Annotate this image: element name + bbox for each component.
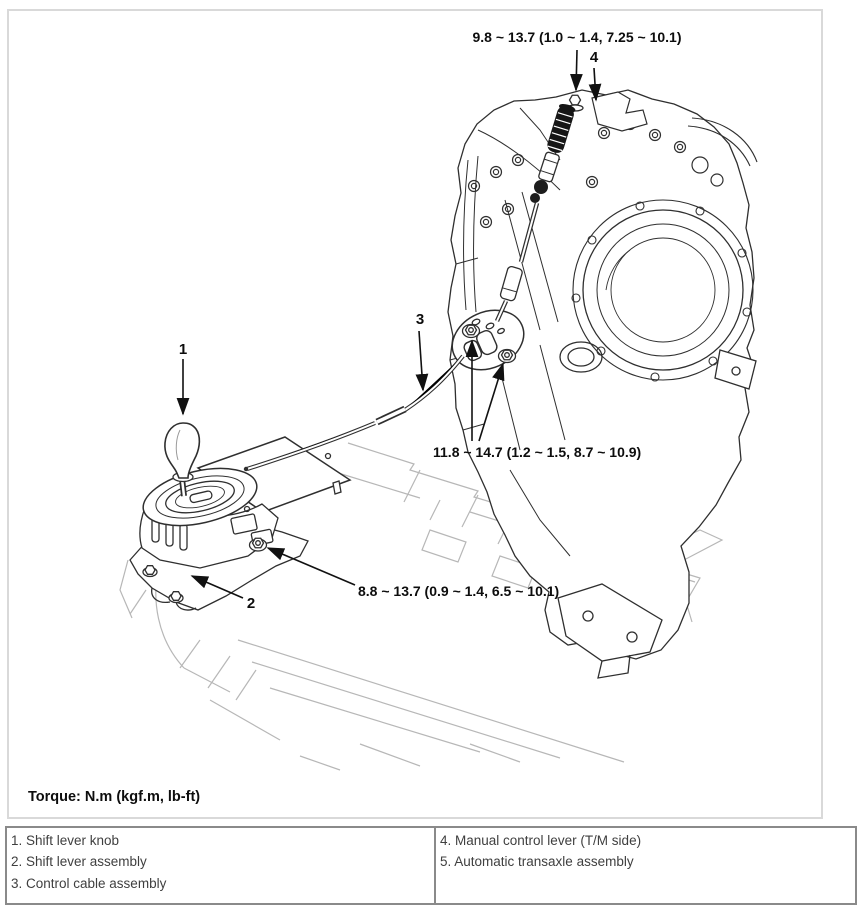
legend-item-4: 4. Manual control lever (T/M side) [440,833,642,848]
shift-lever-installation-diagram [9,11,821,817]
legend-item-2: 2. Shift lever assembly [11,854,147,870]
callout-2: 2 [246,595,256,612]
legend-item-3: 3. Control cable assembly [11,875,167,891]
shift-lever-assembly-drawing [130,423,350,610]
callout-4: 4 [589,49,599,66]
legend-item-1: 1. Shift lever knob [11,833,120,848]
torque-label-bottom: 8.8 ~ 13.7 (0.9 ~ 1.4, 6.5 ~ 10.1) [358,583,560,599]
diagram-frame [7,9,823,819]
bracket-bolt [463,325,480,338]
torque-label-middle: 11.8 ~ 14.7 (1.2 ~ 1.5, 8.7 ~ 10.9) [433,444,642,460]
legend-right-column [436,828,855,903]
mount-torque-bolt [250,538,267,551]
callout-3: 3 [415,311,425,328]
torque-label-top: 9.8 ~ 13.7 (1.0 ~ 1.4, 7.25 ~ 10.1) [472,29,682,45]
shift-knob [165,423,199,478]
callout-1: 1 [178,341,188,358]
legend-left-column [7,828,436,903]
cable-lock-nut [570,95,581,105]
legend-item-5: 5. Automatic transaxle assembly [440,854,634,870]
torque-units-note: Torque: N.m (kgf.m, lb-ft) [28,789,201,805]
parts-legend-table [5,826,857,905]
bracket-bolt [499,350,516,363]
